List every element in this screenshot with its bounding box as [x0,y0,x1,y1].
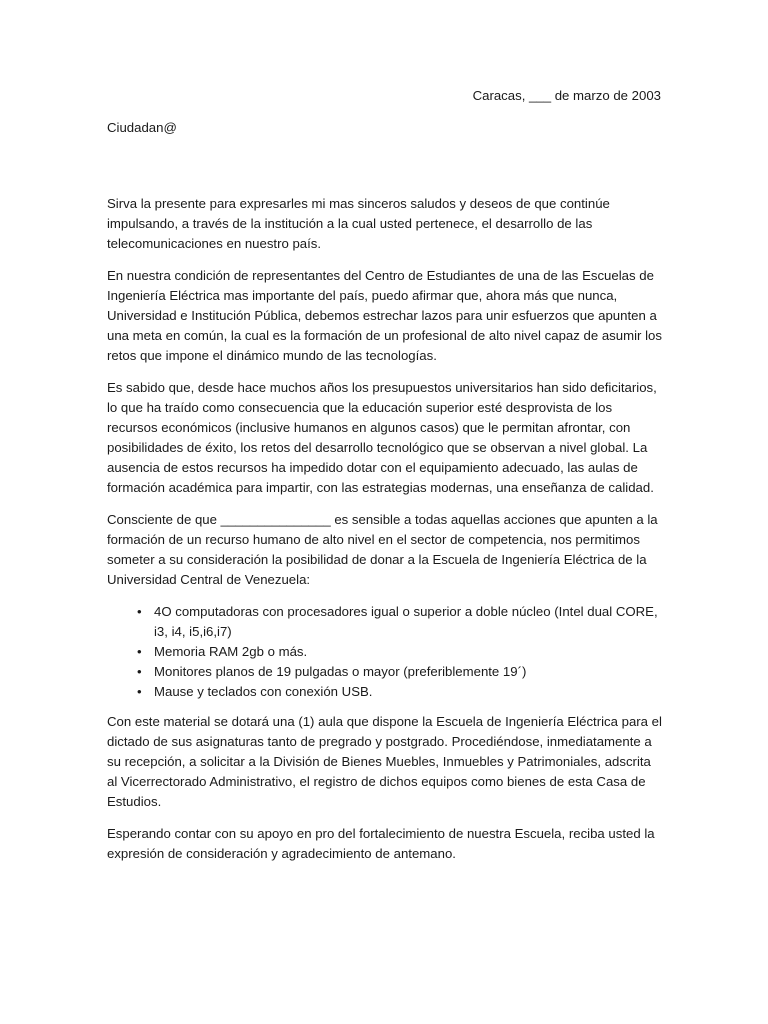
bullet-icon: • [137,644,142,659]
list-item-text: Mause y teclados con conexión USB. [154,684,373,699]
bullet-icon: • [137,684,142,699]
list-item [137,642,663,662]
list-item [137,602,663,642]
paragraph-request: Consciente de que _______________ es sensible a todas aquellas acciones que apunten a la formación de un recurso humano de alto nivel en el sector de competencia, nos permitimos someter a su consideración la posibilidad de donar a la Escuela de Ingeniería Eléctrica de la Universidad Central de Venezuela: [107,512,658,587]
paragraph-greeting: Sirva la presente para expresarles mi mas sinceros saludos y deseos de que continúe impulsando, a través de la institución a la cual usted pertenece, el desarrollo de las telecomunicaciones en nuestro país. [107,196,610,251]
list-item-text: Monitores planos de 19 pulgadas o mayor (preferiblemente 19´) [154,664,527,679]
paragraph-closing: Esperando contar con su apoyo en pro del fortalecimiento de nuestra Escuela, reciba usted la expresión de consideración y agradecimiento de antemano. [107,826,655,861]
bullet-icon: • [137,604,142,619]
paragraph-material: Con este material se dotará una (1) aula que dispone la Escuela de Ingeniería Eléctrica para el dictado de sus asignaturas tanto de pregrado y postgrado. Procediéndose, inmediatamente a su recepción, a solicitar a la División de Bienes Muebles, Inmuebles y Patrimoniales, adscrita al Vicerrectorado Administrativo, el registro de dichos equipos como bienes de esta Casa de Estudios. [107,714,662,809]
list-item [137,662,663,682]
bullet-icon: • [137,664,142,679]
list-item-text: 4O computadoras con procesadores igual o superior a doble núcleo (Intel dual CORE, i3, i4, i5,i6,i7) [154,604,658,639]
list-item [137,682,663,702]
list-item-text: Memoria RAM 2gb o más. [154,644,308,659]
equipment-list [107,602,663,702]
salutation: Ciudadan@ [107,120,177,135]
date-line: Caracas, ___ de marzo de 2003 [472,88,661,103]
paragraph-budget: Es sabido que, desde hace muchos años los presupuestos universitarios han sido deficitarios, lo que ha traído como consecuencia que la educación superior esté desprovista de los recursos económicos (inclusive humanos en algunos casos) que le permitan afrontar, con posibilidades de éxito, los retos del desarrollo tecnológico que se observan a nivel global. La ausencia de estos recursos ha impedido dotar con el equipamiento adecuado, las aulas de formación académica para impartir, con las estrategias modernas, una enseñanza de calidad. [107,380,657,495]
letter-body [107,194,663,876]
paragraph-representation: En nuestra condición de representantes del Centro de Estudiantes de una de las Escuelas de Ingeniería Eléctrica mas importante del país, puedo afirmar que, ahora más que nunca, Universidad e Institución Pública, debemos estrechar lazos para unir esfuerzos que apunten a una meta en común, la cual es la formación de un profesional de alto nivel capaz de asumir los retos que impone el dinámico mundo de las tecnologías. [107,268,662,363]
